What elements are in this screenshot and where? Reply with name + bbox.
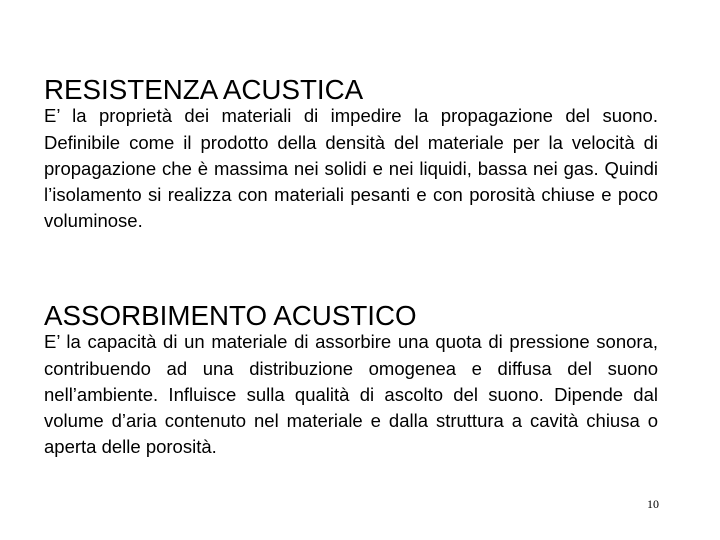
section-body: E’ la proprietà dei materiali di impedire la propagazione del suono. Definibile come il prodotto della densità del materiale per la velocità di propagazione che è massima nei solidi e nei liquidi, bassa nei gas. Quindi l’isolamento si realizza con materiali pesanti e con porosità chiuse e poco voluminose.	[44, 105, 658, 232]
page-number: 10	[647, 497, 659, 511]
section-body: E’ la capacità di un materiale di assorbire una quota di pressione sonora, contribuendo ad una distribuzione omogenea e diffusa del suono nell’ambiente. Influisce sulla qualità di ascolto del suono. Dipende dal volume d’aria contenuto nel materiale e dalla struttura a cavità chiusa o aperta delle porosità.	[44, 331, 658, 458]
section-assorbimento-acustico	[44, 300, 658, 461]
section-title: RESISTENZA ACUSTICA	[44, 74, 364, 105]
section-resistenza-acustica	[44, 74, 658, 235]
section-title: ASSORBIMENTO ACUSTICO	[44, 300, 417, 331]
